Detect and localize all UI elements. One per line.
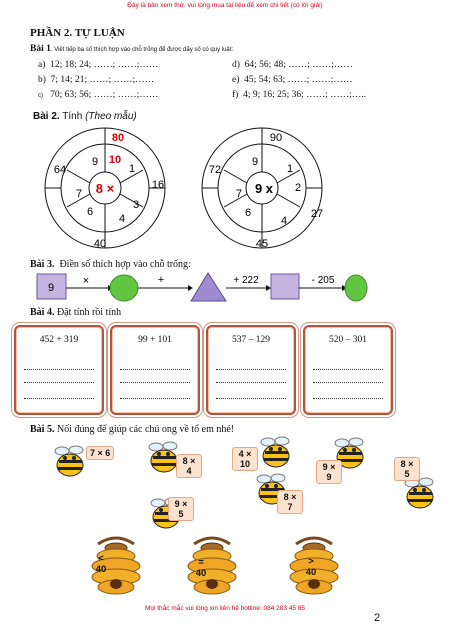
bee-card-8x7[interactable]: 8 × 7: [277, 490, 303, 514]
wheel2-inner-1: 1: [286, 163, 294, 175]
wheel2-outer-right: 27: [310, 208, 324, 220]
wheel1-outer-bottom: 40: [93, 238, 107, 250]
wheel2-outer-left: 72: [208, 164, 222, 176]
op-multiply: ×: [82, 275, 90, 287]
bai4-frame-2: [110, 325, 200, 415]
bai2-heading: Bài 2. Tính (Theo mẫu): [33, 111, 137, 122]
answer-box[interactable]: [271, 274, 299, 299]
bai1-instruction: . Viết tiếp ba số thích hợp vào chỗ trống để được dãy số có quy luật:: [50, 47, 234, 53]
wheel2-inner-4: 4: [280, 215, 288, 227]
wheel2-inner-6: 6: [244, 207, 252, 219]
bee-card-9x5[interactable]: 9 × 5: [168, 497, 194, 521]
bai1-item-f: f) 4; 9; 16; 25; 36; ……; ……;…..: [232, 90, 367, 100]
wheel1-outer-left: 64: [53, 164, 67, 176]
answer-triangle[interactable]: [191, 273, 226, 301]
bai1-heading: [30, 44, 233, 54]
bai1-item-d: d) 64; 56; 48; ……; ……;……: [232, 60, 353, 70]
wheel1-inner-7: 7: [75, 188, 83, 200]
wheel1-center: 8 ×: [95, 181, 115, 196]
bai4-problem-1: 452 + 319: [39, 335, 79, 345]
bee-card-8x5[interactable]: 8 × 5: [394, 457, 420, 481]
wheel2-outer-top: 90: [269, 132, 283, 144]
bai4-problem-2: 99 + 101: [138, 335, 172, 345]
hive-greater-than-40[interactable]: > 40: [305, 556, 317, 578]
bai1-label: Bài 1: [30, 44, 51, 54]
bai1-item-c: c) 70; 63; 56; ……; ……;……: [38, 90, 159, 100]
wheel2-inner-9: 9: [251, 156, 259, 168]
section-title: PHẦN 2. TỰ LUẬN: [30, 27, 125, 39]
wheel1-outer-top: 80: [111, 132, 125, 144]
bee-card-8x4[interactable]: 8 × 4: [176, 454, 202, 478]
wheel1-inner-9: 9: [91, 156, 99, 168]
footer-hotline: Mọi thắc mắc vui lòng xin liên hệ hotline: 084 283 45 85: [144, 605, 306, 612]
bee-icon: [402, 477, 440, 511]
wheel1-outer-right: 16: [151, 179, 165, 191]
bai4-heading: Bài 4. Đặt tính rồi tính: [30, 307, 122, 318]
op-plus: +: [157, 274, 165, 286]
bai4-problem-4: 520 – 301: [329, 335, 367, 345]
op-minus-205: - 205: [311, 275, 335, 286]
hive-equal-40[interactable]: = 40: [195, 557, 207, 579]
wheel2-outer-bottom: 45: [255, 238, 269, 250]
answer-circle-2[interactable]: [345, 275, 367, 301]
page-number: 2: [374, 612, 381, 624]
wheel1-inner-3: 3: [132, 199, 140, 211]
bai3-chain: [30, 270, 370, 304]
bai4-frame-1: [14, 325, 104, 415]
bai1-item-e: e) 45; 54; 63; ……; ……;……: [232, 75, 353, 85]
bai4-frame-4: [303, 325, 393, 415]
answer-circle-1[interactable]: [110, 275, 138, 301]
bee-card-4x10[interactable]: 4 × 10: [232, 447, 258, 471]
bee-icon: [258, 436, 296, 470]
wheel1-inner-4: 4: [118, 213, 126, 225]
wheel1-inner-10: 10: [108, 154, 122, 166]
bai5-heading: Bài 5. Nối đúng để giúp các chú ong về tổ em nhé!: [30, 424, 235, 435]
bee-icon: [52, 445, 90, 479]
wheel1-inner-6: 6: [86, 206, 94, 218]
wheel2-center: 9 x: [254, 181, 274, 196]
bai1-item-a: a) 12; 18; 24; ……; ……;……: [38, 60, 159, 70]
wheel2-inner-2: 2: [294, 182, 302, 194]
bai4-frame-3: [206, 325, 296, 415]
bee-card-7x6[interactable]: 7 × 6: [86, 446, 114, 460]
start-value: 9: [47, 282, 55, 294]
multiplication-wheel-2: [198, 125, 338, 253]
bai1-item-b: b) 7; 14; 21; ……; ……;……: [38, 75, 155, 85]
bai3-heading: Bài 3. Điền số thích hợp vào chỗ trống:: [30, 259, 191, 270]
wheel2-inner-7: 7: [235, 188, 243, 200]
bee-card-9x9[interactable]: 9 × 9: [316, 460, 342, 484]
hive-less-than-40[interactable]: < 40: [95, 553, 107, 575]
bai4-problem-3: 537 – 129: [232, 335, 270, 345]
wheel1-inner-1: 1: [128, 163, 136, 175]
preview-banner: Đây là bản xem thử, vui lòng mua tài liệu để xem chi tiết (có lời giải): [127, 2, 323, 9]
multiplication-wheel-1: [40, 125, 180, 253]
op-plus-222: + 222: [233, 275, 259, 286]
beehive-icon: [182, 536, 242, 598]
